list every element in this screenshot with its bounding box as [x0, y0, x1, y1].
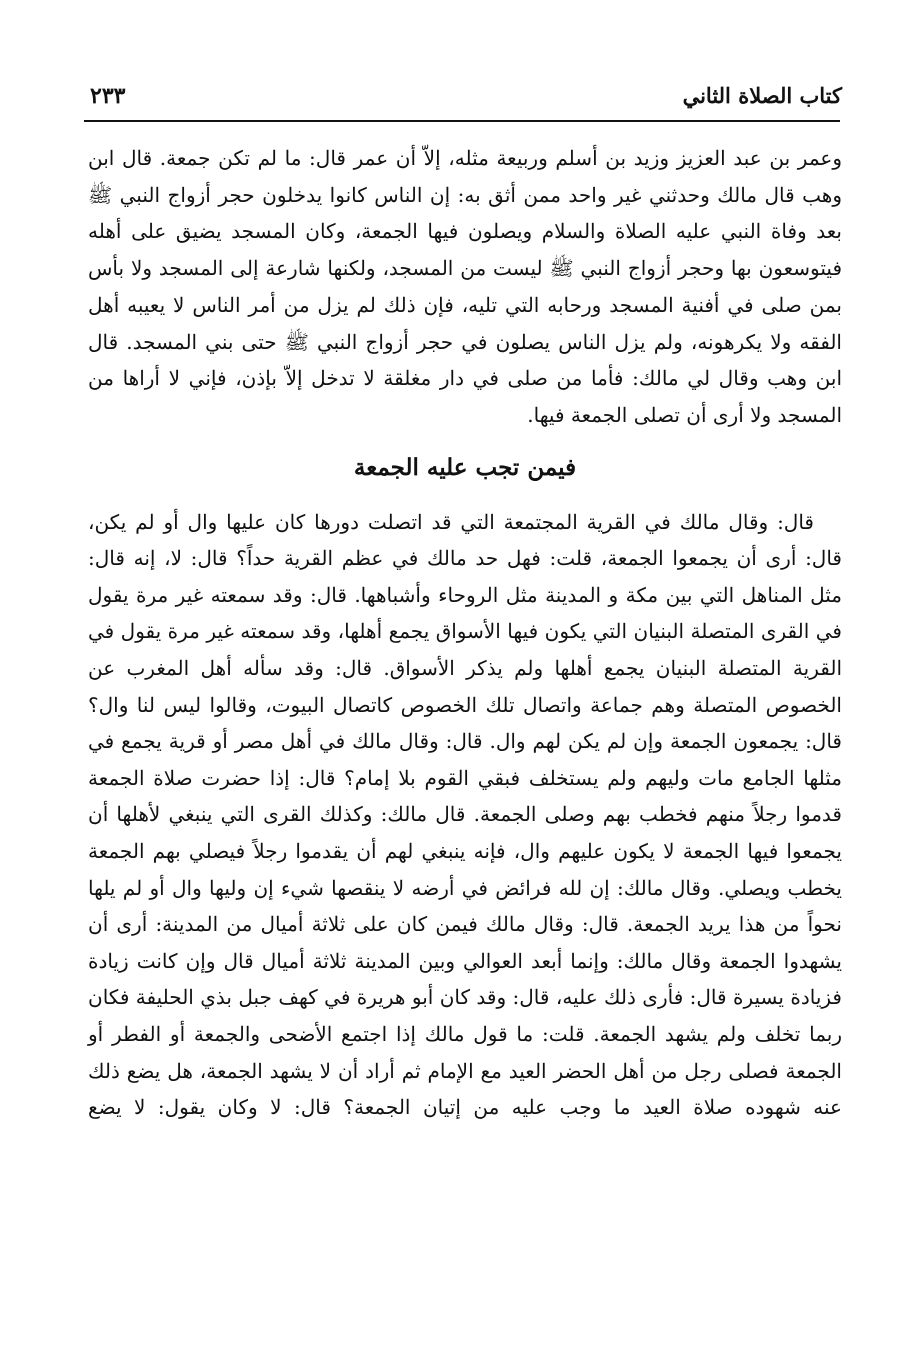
page-number: ٢٣٣: [90, 83, 126, 109]
page-body: [88, 140, 842, 1126]
running-title: كتاب الصلاة الثاني: [682, 83, 842, 108]
header-divider: [84, 120, 840, 122]
paragraph: قال: وقال مالك في القرية المجتمعة التي قد اتصلت دورها كان عليها وال أو لم يكن، قال: أرى أن يجمعوا الجمعة، قلت: فهل حد مالك في عظم القرية حداً؟ قال: لا، إنه قال: مثل المناهل التي بين مكة و المدينة مثل الروحاء وأشباهها. قال: وقد سمعته غير مرة يقول في القرى المتصلة البنيان التي يكون فيها الأسواق يجمع أهلها، وقد سمعته غير مرة يقول في القرية المتصلة البنيان يجمع أهلها ولم يذكر الأسواق. قال: وقد سأله أهل المغرب عن الخصوص المتصلة وهم جماعة واتصال تلك الخصوص كاتصال البيوت، وقالوا ليس لنا وال؟ قال: يجمعون الجمعة وإن لم يكن لهم وال. قال: وقال مالك في أهل مصر أو قرية يجمع في مثلها الجامع مات وليهم ولم يستخلف فبقي القوم بلا إمام؟ قال: إذا حضرت صلاة الجمعة قدموا رجلاً منهم فخطب بهم وصلى الجمعة. قال مالك: وكذلك القرى التي ينبغي لأهلها أن يجمعوا فيها الجمعة لا يكون عليهم وال، فإنه ينبغي لهم أن يقدموا رجلاً فيصلي بهم الجمعة يخطب ويصلي. وقال مالك: إن لله فرائض في أرضه لا ينقصها شيء إن وليها وال أو لم يلها نحواً من هذا يريد الجمعة. قال: وقال مالك فيمن كان على ثلاثة أميال من المدينة: أرى أن يشهدوا الجمعة وقال مالك: وإنما أبعد العوالي وبين المدينة ثلاثة أميال قال وإن كانت زيادة فزيادة يسيرة قال: فأرى ذلك عليه، قال: وقد كان أبو هريرة في كهف جبل بذي الحليفة فكان ربما تخلف ولم يشهد الجمعة. قلت: ما قول مالك إذا اجتمع الأضحى والجمعة أو الفطر أو الجمعة فصلى رجل من أهل الحضر العيد مع الإمام ثم أراد أن لا يشهد الجمعة، هل يضع ذلك عنه شهوده صلاة العيد ما وجب عليه من إتيان الجمعة؟ قال: لا وكان يقول: لا يضع: [88, 509, 842, 1120]
page-header: [80, 80, 842, 116]
paragraph: وعمر بن عبد العزيز وزيد بن أسلم وربيعة مثله، إلاّ أن عمر قال: ما لم تكن جمعة. قال ابن وهب قال مالك وحدثني غير واحد ممن أثق به: إن الناس كانوا يدخلون حجر أزواج النبي ﷺ بعد وفاة النبي عليه الصلاة والسلام ويصلون فيها الجمعة، وكان المسجد يضيق على أهله فيتوسعون بها وحجر أزواج النبي ﷺ ليست من المسجد، ولكنها شارعة إلى المسجد ولا بأس بمن صلى في أفنية المسجد ورحابه التي تليه، فإن ذلك لم يزل من أمر الناس لا يعيبه أهل الفقه ولا يكرهونه، ولم يزل الناس يصلون في حجر أزواج النبي ﷺ حتى بني المسجد. قال ابن وهب وقال لي مالك: فأما من صلى في دار مغلقة لا تدخل إلاّ بإذن، فإني لا أراها من المسجد ولا أرى أن تصلى الجمعة فيها.: [88, 146, 842, 427]
section-heading: فيمن تجب عليه الجمعة: [353, 453, 577, 481]
